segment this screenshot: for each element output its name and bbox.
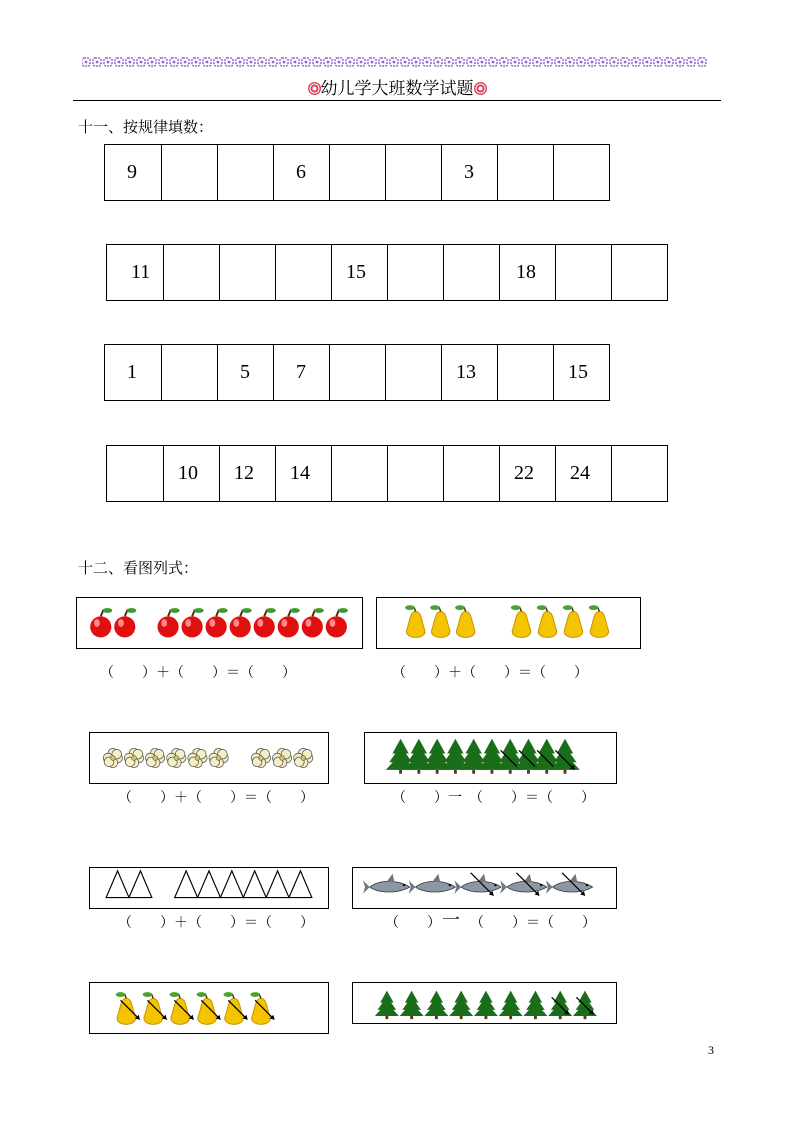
border-dot bbox=[544, 58, 552, 66]
apples-picture bbox=[76, 597, 363, 649]
border-dot bbox=[423, 58, 431, 66]
border-dot bbox=[390, 58, 398, 66]
border-dot bbox=[478, 58, 486, 66]
pear-icon bbox=[563, 605, 583, 637]
triangle-shape bbox=[243, 871, 266, 898]
flower-icon bbox=[272, 748, 291, 767]
triangle-shape bbox=[198, 871, 221, 898]
border-dot bbox=[555, 58, 563, 66]
grid-cell: 11 bbox=[131, 261, 151, 283]
apple-icon bbox=[90, 608, 112, 637]
border-dot bbox=[522, 58, 530, 66]
trees-picture-1 bbox=[364, 732, 617, 784]
border-dot bbox=[203, 58, 211, 66]
apple-icon bbox=[230, 608, 252, 637]
border-dot bbox=[566, 58, 574, 66]
border-dot bbox=[621, 58, 629, 66]
equation-5[interactable]: （ ）＋（ ）＝（ ） bbox=[118, 915, 314, 931]
grid-cell[interactable] bbox=[387, 245, 443, 300]
tree-icon bbox=[550, 739, 579, 774]
page-number: 3 bbox=[708, 1043, 714, 1057]
grid-cell[interactable] bbox=[443, 245, 499, 300]
grid-cell[interactable] bbox=[107, 446, 163, 501]
grid-cell[interactable] bbox=[555, 245, 611, 300]
flower-icon bbox=[103, 748, 122, 767]
grid-cell[interactable] bbox=[329, 145, 385, 200]
border-dot bbox=[357, 58, 365, 66]
grid-cell: 10 bbox=[163, 446, 219, 501]
flower-icon bbox=[146, 748, 165, 767]
triangle-shape bbox=[106, 871, 129, 898]
decorative-border bbox=[82, 56, 714, 68]
number-grid-2 bbox=[106, 244, 668, 301]
grid-cell[interactable] bbox=[497, 145, 553, 200]
grid-cell: 7 bbox=[273, 345, 329, 400]
section-12-title: 十二、看图列式： bbox=[78, 559, 199, 577]
pears-crossed-picture bbox=[89, 982, 329, 1034]
border-dot bbox=[368, 58, 376, 66]
shark-icon bbox=[500, 873, 547, 896]
border-dot bbox=[412, 58, 420, 66]
grid-cell: 22 bbox=[499, 446, 555, 501]
grid-cell[interactable] bbox=[331, 446, 387, 501]
border-dot bbox=[500, 58, 508, 66]
swirl-icon bbox=[308, 82, 321, 95]
flower-icon bbox=[294, 748, 313, 767]
equation-1[interactable]: （ ）＋（ ）＝（ ） bbox=[100, 665, 296, 681]
border-dot bbox=[225, 58, 233, 66]
flower-icon bbox=[251, 748, 270, 767]
grid-cell[interactable] bbox=[497, 345, 553, 400]
apple-icon bbox=[326, 608, 348, 637]
border-dot bbox=[324, 58, 332, 66]
grid-cell: 6 bbox=[273, 145, 329, 200]
border-dot bbox=[236, 58, 244, 66]
tree-icon bbox=[400, 991, 424, 1020]
border-dot bbox=[335, 58, 343, 66]
number-grid-1 bbox=[104, 144, 610, 201]
pear-icon bbox=[455, 605, 475, 637]
equation-6-right[interactable]: （ ）＝（ ） bbox=[470, 915, 596, 931]
grid-cell[interactable] bbox=[163, 245, 219, 300]
apple-icon bbox=[254, 608, 276, 637]
border-dot bbox=[170, 58, 178, 66]
border-dot bbox=[269, 58, 277, 66]
border-dot bbox=[654, 58, 662, 66]
border-dot bbox=[126, 58, 134, 66]
border-dot bbox=[467, 58, 475, 66]
border-dot bbox=[93, 58, 101, 66]
equation-3[interactable]: （ ）＋（ ）＝（ ） bbox=[118, 790, 314, 806]
border-dot bbox=[214, 58, 222, 66]
pear-icon bbox=[405, 605, 425, 637]
border-dot bbox=[82, 58, 90, 66]
apple-icon bbox=[302, 608, 324, 637]
shark-icon bbox=[409, 874, 456, 894]
grid-cell: 13 bbox=[441, 345, 497, 400]
grid-cell[interactable] bbox=[161, 345, 217, 400]
header-title: 幼儿学大班数学试题 bbox=[320, 79, 474, 99]
grid-cell[interactable] bbox=[219, 245, 275, 300]
apple-icon bbox=[157, 608, 179, 637]
border-dot bbox=[258, 58, 266, 66]
pear-icon bbox=[223, 992, 247, 1024]
triangle-shape bbox=[266, 871, 289, 898]
shark-icon bbox=[546, 873, 593, 896]
grid-cell: 15 bbox=[331, 245, 387, 300]
grid-cell: 15 bbox=[553, 345, 609, 400]
pears-picture bbox=[376, 597, 641, 649]
pear-icon bbox=[197, 992, 221, 1024]
equation-2[interactable]: （ ）＋（ ）＝（ ） bbox=[392, 665, 588, 681]
border-dot bbox=[181, 58, 189, 66]
tree-icon bbox=[375, 991, 399, 1020]
grid-cell: 1 bbox=[127, 361, 137, 383]
border-dot bbox=[401, 58, 409, 66]
border-dot bbox=[434, 58, 442, 66]
border-dot bbox=[159, 58, 167, 66]
grid-cell[interactable] bbox=[275, 245, 331, 300]
tree-icon bbox=[424, 991, 448, 1020]
triangle-shape bbox=[220, 871, 243, 898]
pear-icon bbox=[170, 992, 194, 1024]
grid-cell: 14 bbox=[275, 446, 331, 501]
border-dot bbox=[632, 58, 640, 66]
border-dot bbox=[588, 58, 596, 66]
flower-icon bbox=[124, 748, 143, 767]
grid-cell[interactable] bbox=[329, 345, 385, 400]
grid-cell[interactable] bbox=[443, 446, 499, 501]
grid-cell: 24 bbox=[555, 446, 611, 501]
pear-icon bbox=[430, 605, 450, 637]
shark-icon bbox=[455, 873, 502, 896]
flower-icon bbox=[167, 748, 186, 767]
border-dot bbox=[445, 58, 453, 66]
flower-icon bbox=[188, 748, 207, 767]
tree-icon bbox=[474, 991, 498, 1020]
border-dot bbox=[379, 58, 387, 66]
grid-cell: 5 bbox=[217, 345, 273, 400]
border-dot bbox=[533, 58, 541, 66]
sharks-picture bbox=[352, 867, 617, 909]
grid-cell[interactable] bbox=[217, 145, 273, 200]
flowers-picture bbox=[89, 732, 329, 784]
apple-icon bbox=[182, 608, 204, 637]
grid-cell[interactable] bbox=[385, 145, 441, 200]
section-11-title: 十一、按规律填数： bbox=[78, 118, 214, 136]
border-dot bbox=[192, 58, 200, 66]
tree-icon bbox=[523, 991, 547, 1020]
tree-icon bbox=[573, 991, 597, 1020]
pear-icon bbox=[537, 605, 557, 637]
grid-cell[interactable] bbox=[385, 345, 441, 400]
border-dot bbox=[313, 58, 321, 66]
swirl-icon bbox=[474, 82, 487, 95]
tree-icon bbox=[548, 991, 572, 1020]
apple-icon bbox=[278, 608, 300, 637]
pear-icon bbox=[589, 605, 609, 637]
border-dot bbox=[291, 58, 299, 66]
border-dot bbox=[247, 58, 255, 66]
border-dot bbox=[577, 58, 585, 66]
grid-cell: 3 bbox=[441, 145, 497, 200]
tree-icon bbox=[449, 991, 473, 1020]
grid-cell[interactable] bbox=[161, 145, 217, 200]
header-rule bbox=[73, 100, 721, 101]
border-dot bbox=[599, 58, 607, 66]
border-dot bbox=[676, 58, 684, 66]
pear-icon bbox=[143, 992, 167, 1024]
triangles-picture bbox=[89, 867, 329, 909]
border-dot bbox=[489, 58, 497, 66]
border-dot bbox=[643, 58, 651, 66]
border-dot bbox=[456, 58, 464, 66]
grid-cell[interactable] bbox=[553, 145, 609, 200]
apple-icon bbox=[206, 608, 228, 637]
pear-icon bbox=[511, 605, 531, 637]
number-grid-3 bbox=[104, 344, 610, 401]
pear-icon bbox=[250, 992, 274, 1024]
border-dot bbox=[148, 58, 156, 66]
grid-cell: 9 bbox=[127, 161, 137, 183]
grid-cell: 12 bbox=[219, 446, 275, 501]
border-dot bbox=[115, 58, 123, 66]
minus-sign: 一 bbox=[442, 910, 460, 931]
page-header bbox=[0, 74, 794, 99]
flower-icon bbox=[209, 748, 228, 767]
border-dot bbox=[610, 58, 618, 66]
border-dot bbox=[698, 58, 706, 66]
shark-icon bbox=[363, 874, 410, 894]
border-dot bbox=[137, 58, 145, 66]
grid-cell[interactable] bbox=[611, 446, 667, 501]
border-dot bbox=[280, 58, 288, 66]
border-dot bbox=[665, 58, 673, 66]
number-grid-4 bbox=[106, 445, 668, 502]
grid-cell[interactable] bbox=[387, 446, 443, 501]
pear-icon bbox=[116, 992, 140, 1024]
border-dot bbox=[511, 58, 519, 66]
border-dot bbox=[687, 58, 695, 66]
border-dot bbox=[104, 58, 112, 66]
triangle-shape bbox=[175, 871, 198, 898]
trees-picture-2 bbox=[352, 982, 617, 1024]
border-dot bbox=[302, 58, 310, 66]
triangle-shape bbox=[129, 871, 152, 898]
grid-cell: 18 bbox=[499, 245, 555, 300]
equation-4[interactable]: （ ）一 （ ）＝（ ） bbox=[392, 790, 595, 806]
equation-6-left[interactable]: （ ） bbox=[385, 915, 441, 931]
border-dot bbox=[346, 58, 354, 66]
grid-cell[interactable] bbox=[611, 245, 667, 300]
apple-icon bbox=[114, 608, 136, 637]
triangle-shape bbox=[289, 871, 312, 898]
tree-icon bbox=[499, 991, 523, 1020]
